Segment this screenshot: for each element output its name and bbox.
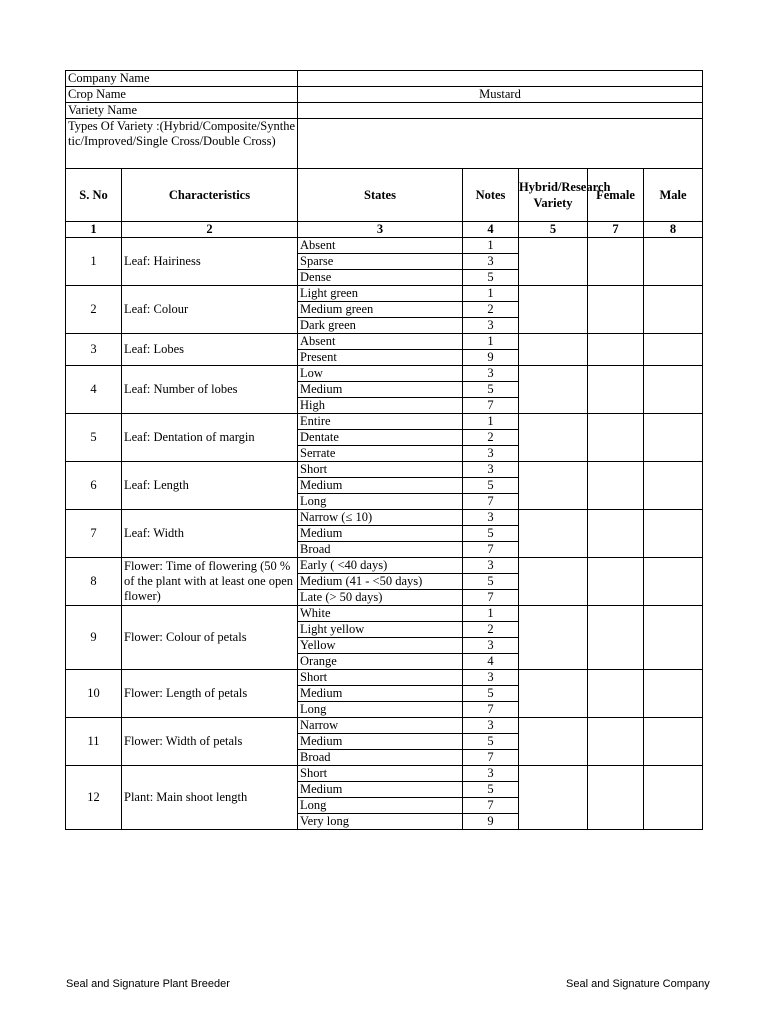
- serial-number: 5: [66, 414, 122, 462]
- state-value: Orange: [298, 654, 463, 670]
- note-value: 3: [463, 766, 519, 782]
- crop-name-label: Crop Name: [66, 87, 298, 103]
- state-value: Medium: [298, 382, 463, 398]
- state-value: Long: [298, 702, 463, 718]
- state-value: Low: [298, 366, 463, 382]
- note-value: 7: [463, 542, 519, 558]
- female-cell[interactable]: [588, 606, 644, 670]
- note-value: 5: [463, 782, 519, 798]
- state-value: Medium: [298, 526, 463, 542]
- hybrid-research-variety-cell[interactable]: [519, 718, 588, 766]
- column-number: 5: [519, 222, 588, 238]
- characteristic-name: Leaf: Number of lobes: [122, 366, 298, 414]
- note-value: 3: [463, 718, 519, 734]
- note-value: 3: [463, 254, 519, 270]
- note-value: 1: [463, 606, 519, 622]
- characteristic-name: Leaf: Lobes: [122, 334, 298, 366]
- note-value: 3: [463, 462, 519, 478]
- male-cell[interactable]: [644, 366, 703, 414]
- column-number-row: [66, 222, 703, 238]
- note-value: 7: [463, 750, 519, 766]
- company-name-row: [66, 71, 703, 87]
- characteristic-name: Flower: Length of petals: [122, 670, 298, 718]
- hybrid-research-variety-cell[interactable]: [519, 510, 588, 558]
- note-value: 7: [463, 494, 519, 510]
- serial-number: 4: [66, 366, 122, 414]
- state-value: Yellow: [298, 638, 463, 654]
- note-value: 5: [463, 382, 519, 398]
- header-notes: Notes: [463, 169, 519, 222]
- form-table: [65, 70, 703, 830]
- column-number: 1: [66, 222, 122, 238]
- note-value: 1: [463, 286, 519, 302]
- characteristic-row: [66, 462, 703, 478]
- state-value: Dense: [298, 270, 463, 286]
- state-value: Medium green: [298, 302, 463, 318]
- female-cell[interactable]: [588, 462, 644, 510]
- variety-name-field[interactable]: [298, 103, 703, 119]
- serial-number: 8: [66, 558, 122, 606]
- characteristic-name: Flower: Time of flowering (50 % of the plant with at least one open flower): [122, 558, 298, 606]
- characteristic-row: [66, 238, 703, 254]
- state-value: Short: [298, 670, 463, 686]
- note-value: 5: [463, 478, 519, 494]
- serial-number: 7: [66, 510, 122, 558]
- state-value: Broad: [298, 750, 463, 766]
- state-value: White: [298, 606, 463, 622]
- hybrid-research-variety-cell[interactable]: [519, 766, 588, 830]
- note-value: 3: [463, 670, 519, 686]
- note-value: 3: [463, 318, 519, 334]
- variety-name-row: [66, 103, 703, 119]
- note-value: 3: [463, 366, 519, 382]
- hybrid-research-variety-cell[interactable]: [519, 238, 588, 286]
- header-male: Male: [644, 169, 703, 222]
- hybrid-research-variety-cell[interactable]: [519, 606, 588, 670]
- note-value: 5: [463, 526, 519, 542]
- state-value: Serrate: [298, 446, 463, 462]
- column-number: 2: [122, 222, 298, 238]
- female-cell[interactable]: [588, 718, 644, 766]
- state-value: Early ( <40 days): [298, 558, 463, 574]
- state-value: Narrow (≤ 10): [298, 510, 463, 526]
- state-value: Absent: [298, 334, 463, 350]
- female-cell[interactable]: [588, 670, 644, 718]
- hybrid-research-variety-cell[interactable]: [519, 286, 588, 334]
- note-value: 5: [463, 270, 519, 286]
- variety-name-label: Variety Name: [66, 103, 298, 119]
- note-value: 5: [463, 574, 519, 590]
- note-value: 7: [463, 398, 519, 414]
- hybrid-research-variety-cell[interactable]: [519, 670, 588, 718]
- note-value: 2: [463, 302, 519, 318]
- characteristic-row: [66, 286, 703, 302]
- hybrid-research-variety-cell[interactable]: [519, 558, 588, 606]
- male-cell[interactable]: [644, 718, 703, 766]
- note-value: 5: [463, 734, 519, 750]
- crop-name-field[interactable]: Mustard: [298, 87, 703, 103]
- male-cell[interactable]: [644, 414, 703, 462]
- column-number: 7: [588, 222, 644, 238]
- variety-type-label: Types Of Variety :(Hybrid/Composite/Synthetic/Improved/Single Cross/Double Cross): [66, 119, 298, 169]
- serial-number: 12: [66, 766, 122, 830]
- state-value: Light green: [298, 286, 463, 302]
- note-value: 3: [463, 446, 519, 462]
- note-value: 7: [463, 702, 519, 718]
- characteristic-name: Leaf: Width: [122, 510, 298, 558]
- state-value: Broad: [298, 542, 463, 558]
- note-value: 1: [463, 414, 519, 430]
- characteristic-row: [66, 670, 703, 686]
- note-value: 9: [463, 814, 519, 830]
- state-value: Medium: [298, 478, 463, 494]
- header-characteristics: Characteristics: [122, 169, 298, 222]
- male-cell[interactable]: [644, 238, 703, 286]
- serial-number: 3: [66, 334, 122, 366]
- state-value: Entire: [298, 414, 463, 430]
- characteristic-name: Plant: Main shoot length: [122, 766, 298, 830]
- male-cell[interactable]: [644, 334, 703, 366]
- hybrid-research-variety-cell[interactable]: [519, 462, 588, 510]
- state-value: Long: [298, 798, 463, 814]
- characteristic-row: [66, 414, 703, 430]
- crop-name-row: [66, 87, 703, 103]
- characteristic-row: [66, 510, 703, 526]
- hybrid-research-variety-cell[interactable]: [519, 366, 588, 414]
- variety-type-row: [66, 119, 703, 169]
- company-signature-label: Seal and Signature Company: [566, 978, 710, 990]
- characteristic-name: Flower: Colour of petals: [122, 606, 298, 670]
- note-value: 2: [463, 622, 519, 638]
- characteristic-row: [66, 558, 703, 574]
- female-cell[interactable]: [588, 510, 644, 558]
- characteristic-name: Leaf: Colour: [122, 286, 298, 334]
- note-value: 1: [463, 334, 519, 350]
- characteristic-name: Flower: Width of petals: [122, 718, 298, 766]
- male-cell[interactable]: [644, 606, 703, 670]
- note-value: 2: [463, 430, 519, 446]
- company-name-field[interactable]: [298, 71, 703, 87]
- female-cell[interactable]: [588, 766, 644, 830]
- characteristic-row: [66, 334, 703, 350]
- note-value: 7: [463, 798, 519, 814]
- male-cell[interactable]: [644, 670, 703, 718]
- male-cell[interactable]: [644, 766, 703, 830]
- serial-number: 6: [66, 462, 122, 510]
- state-value: Sparse: [298, 254, 463, 270]
- serial-number: 11: [66, 718, 122, 766]
- state-value: Medium: [298, 782, 463, 798]
- characteristic-row: [66, 606, 703, 622]
- state-value: Narrow: [298, 718, 463, 734]
- serial-number: 1: [66, 238, 122, 286]
- note-value: 3: [463, 558, 519, 574]
- note-value: 1: [463, 238, 519, 254]
- characteristic-row: [66, 718, 703, 734]
- state-value: Short: [298, 766, 463, 782]
- female-cell[interactable]: [588, 238, 644, 286]
- note-value: 5: [463, 686, 519, 702]
- characteristic-row: [66, 366, 703, 382]
- state-value: Short: [298, 462, 463, 478]
- header-hybrid-research-variety: Hybrid/Research Variety: [519, 169, 588, 222]
- male-cell[interactable]: [644, 510, 703, 558]
- female-cell[interactable]: [588, 558, 644, 606]
- female-cell[interactable]: [588, 414, 644, 462]
- column-number: 3: [298, 222, 463, 238]
- characteristic-name: Leaf: Dentation of margin: [122, 414, 298, 462]
- male-cell[interactable]: [644, 286, 703, 334]
- note-value: 3: [463, 638, 519, 654]
- state-value: Medium: [298, 686, 463, 702]
- state-value: High: [298, 398, 463, 414]
- note-value: 4: [463, 654, 519, 670]
- column-number: 4: [463, 222, 519, 238]
- header-states: States: [298, 169, 463, 222]
- state-value: Very long: [298, 814, 463, 830]
- serial-number: 9: [66, 606, 122, 670]
- state-value: Long: [298, 494, 463, 510]
- serial-number: 2: [66, 286, 122, 334]
- state-value: Dentate: [298, 430, 463, 446]
- characteristics-form: [65, 70, 702, 830]
- note-value: 7: [463, 590, 519, 606]
- header-sno: S. No: [66, 169, 122, 222]
- plant-breeder-signature-label: Seal and Signature Plant Breeder: [66, 978, 230, 990]
- serial-number: 10: [66, 670, 122, 718]
- state-value: Medium (41 - <50 days): [298, 574, 463, 590]
- column-header-row: [66, 169, 703, 222]
- note-value: 3: [463, 510, 519, 526]
- male-cell[interactable]: [644, 462, 703, 510]
- state-value: Medium: [298, 734, 463, 750]
- state-value: Light yellow: [298, 622, 463, 638]
- characteristic-name: Leaf: Length: [122, 462, 298, 510]
- characteristic-name: Leaf: Hairiness: [122, 238, 298, 286]
- male-cell[interactable]: [644, 558, 703, 606]
- variety-type-field[interactable]: [298, 119, 703, 169]
- state-value: Late (> 50 days): [298, 590, 463, 606]
- female-cell[interactable]: [588, 334, 644, 366]
- female-cell[interactable]: [588, 366, 644, 414]
- state-value: Present: [298, 350, 463, 366]
- header-female: Female: [588, 169, 644, 222]
- note-value: 9: [463, 350, 519, 366]
- company-name-label: Company Name: [66, 71, 298, 87]
- hybrid-research-variety-cell[interactable]: [519, 414, 588, 462]
- characteristic-row: [66, 766, 703, 782]
- state-value: Absent: [298, 238, 463, 254]
- state-value: Dark green: [298, 318, 463, 334]
- column-number: 8: [644, 222, 703, 238]
- hybrid-research-variety-cell[interactable]: [519, 334, 588, 366]
- female-cell[interactable]: [588, 286, 644, 334]
